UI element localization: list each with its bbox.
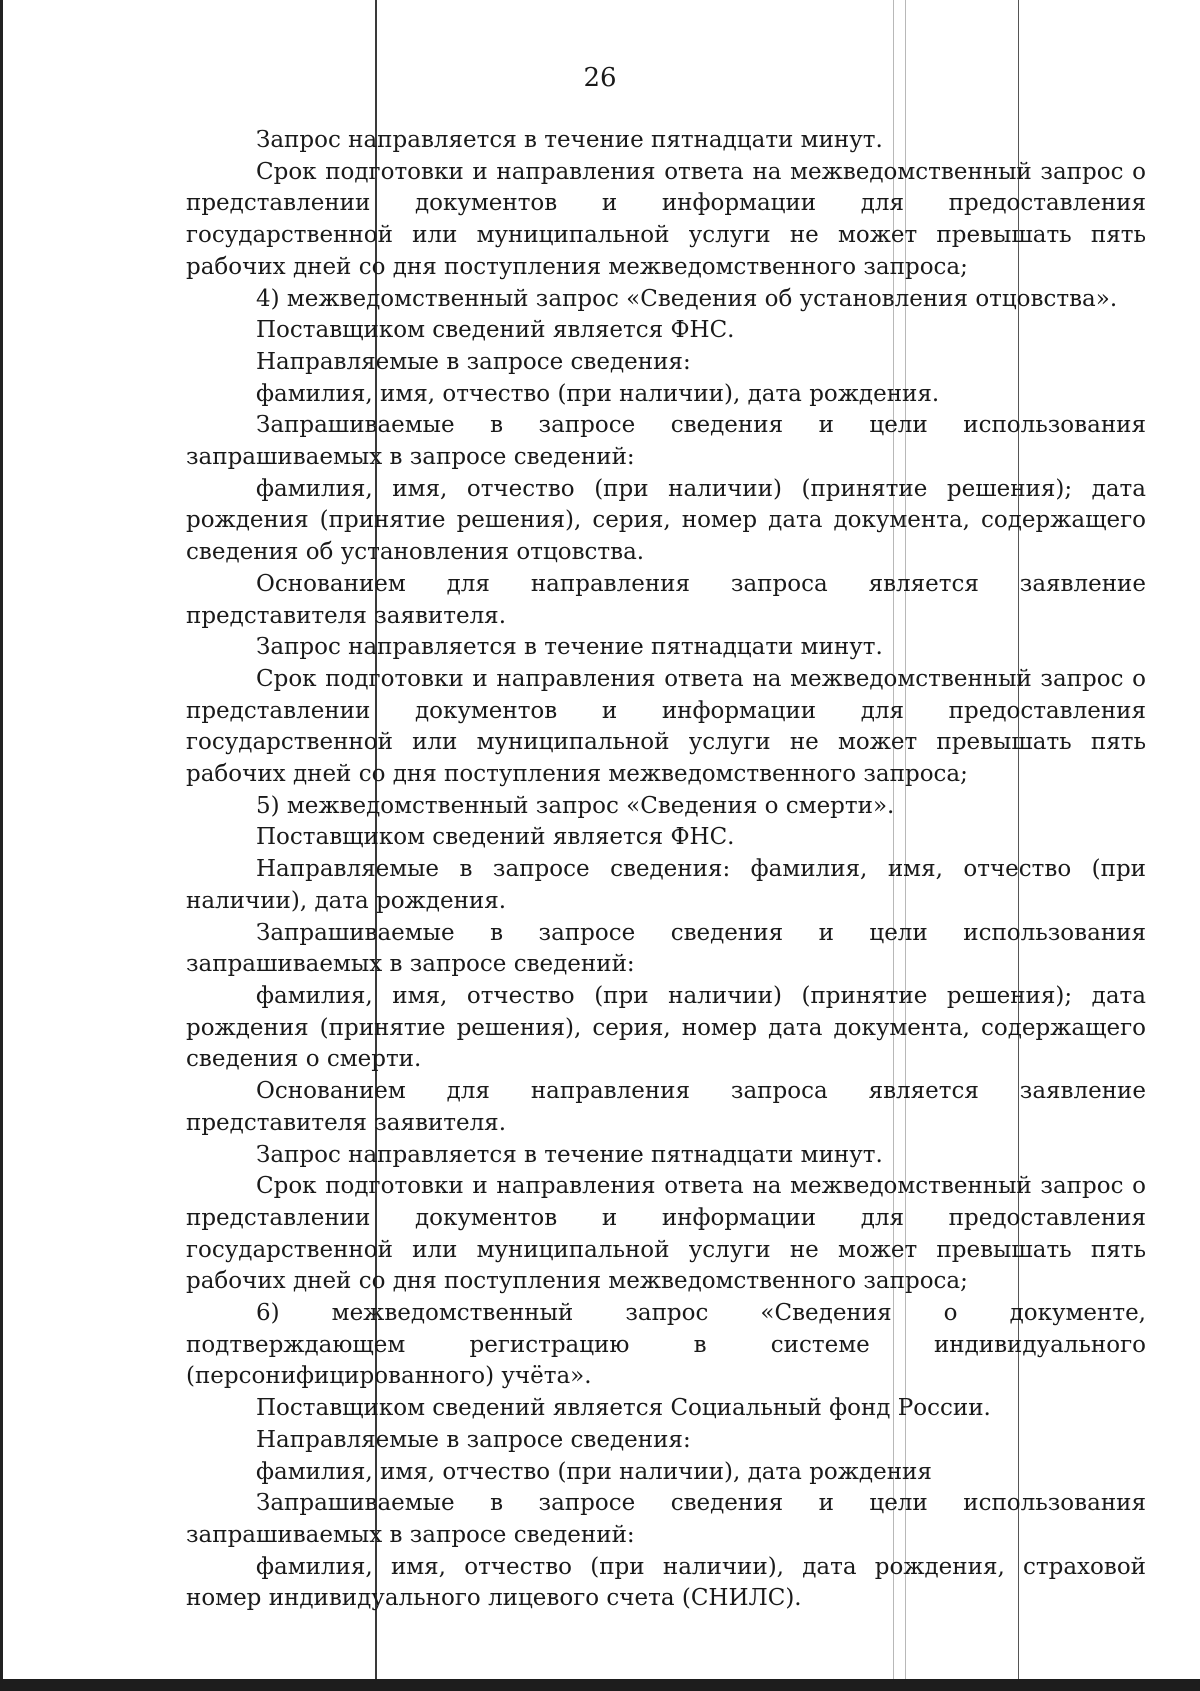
paragraph: Поставщиком сведений является ФНС.	[256, 317, 735, 344]
paragraph: Поставщиком сведений является Социальный фонд России.	[256, 1395, 991, 1422]
scan-left-edge	[0, 0, 3, 1691]
paragraph: Срок подготовки и направления ответа на межведомственный запрос о представлении документов и информации для предоставления государственной или муниципальной услуги не может превышать пять рабочих дней со дня поступления межведомственного запроса;	[186, 665, 1146, 788]
body-text	[186, 125, 1146, 1615]
paragraph: 5) межведомственный запрос «Сведения о смерти».	[256, 792, 895, 819]
scan-bottom-edge	[0, 1679, 1200, 1691]
paragraph: фамилия, имя, отчество (при наличии), дата рождения, страховой номер индивидуального лицевого счета (СНИЛС).	[186, 1553, 1146, 1612]
paragraph: Запрашиваемые в запросе сведения и цели использования запрашиваемых в запросе сведений:	[186, 1490, 1146, 1548]
paragraph: Запрашиваемые в запросе сведения и цели использования запрашиваемых в запросе сведений:	[186, 919, 1146, 978]
paragraph: Поставщиком сведений является ФНС.	[256, 824, 735, 851]
paragraph: Срок подготовки и направления ответа на межведомственный запрос о представлении документов и информации для предоставления государственной или муниципальной услуги не может превышать пять рабочих дней со дня поступления межведомственного запроса;	[186, 158, 1146, 280]
paragraph: 4) межведомственный запрос «Сведения об установления отцовства».	[256, 285, 1118, 312]
paragraph: фамилия, имя, отчество (при наличии), дата рождения.	[256, 380, 940, 407]
paragraph: Направляемые в запросе сведения:	[256, 348, 691, 375]
paragraph: Запрашиваемые в запросе сведения и цели использования запрашиваемых в запросе сведений:	[186, 412, 1146, 471]
paragraph: Запрос направляется в течение пятнадцати минут.	[256, 634, 883, 661]
paragraph: 6) межведомственный запрос «Сведения о документе, подтверждающем регистрацию в системе индивидуального (персонифицированного) учёта».	[186, 1300, 1146, 1390]
paragraph: Запрос направляется в течение пятнадцати минут.	[256, 1141, 883, 1168]
paragraph: Срок подготовки и направления ответа на межведомственный запрос о представлении документов и информации для предоставления государственной или муниципальной услуги не может превышать пять рабочих дней со дня поступления межведомственного запроса;	[186, 1173, 1146, 1295]
paragraph: Основанием для направления запроса является заявление представителя заявителя.	[186, 570, 1146, 629]
paragraph: Направляемые в запросе сведения: фамилия, имя, отчество (при наличии), дата рождения.	[186, 856, 1146, 914]
paragraph: Запрос направляется в течение пятнадцати минут.	[256, 127, 883, 153]
paragraph: Направляемые в запросе сведения:	[256, 1426, 691, 1453]
paragraph: фамилия, имя, отчество (при наличии), дата рождения	[256, 1458, 932, 1485]
paragraph: фамилия, имя, отчество (при наличии) (принятие решения); дата рождения (принятие решения), серия, номер дата документа, содержащего сведения о смерти.	[186, 982, 1146, 1073]
paragraph: Основанием для направления запроса является заявление представителя заявителя.	[186, 1078, 1146, 1136]
page-number: 26	[583, 63, 617, 93]
paragraph: фамилия, имя, отчество (при наличии) (принятие решения); дата рождения (принятие решения), серия, номер дата документа, содержащего сведения об установления отцовства.	[186, 475, 1146, 566]
